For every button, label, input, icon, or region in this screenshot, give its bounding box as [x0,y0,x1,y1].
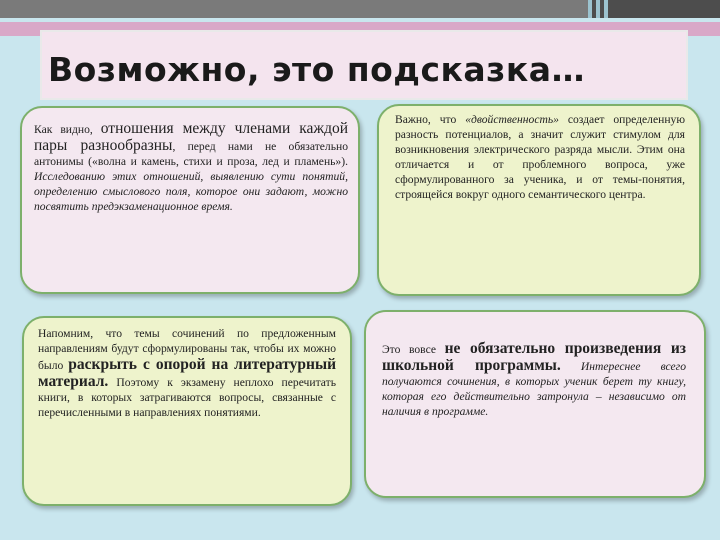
text-emphasis: не обязательно произведения из школьной программы. [382,340,686,374]
card-duality [377,104,701,296]
card-reminder [22,316,352,506]
text-italic: Интереснее всего получаются сочинения, в которых ученик берет ту книгу, которая его действительно затронула – независимо от наличия в программе. [382,360,686,418]
card-text [395,112,685,202]
text-intro: Напомним, что темы сочинений по предложенным направлениям будут сформулированы так, чтобы их можно было [38,327,336,372]
text-intro: Это вовсе [382,343,445,356]
card-text [382,340,686,419]
text-intro: Как видно, [34,123,101,136]
card-pair-relations [20,106,360,294]
slide-title: Возможно, это подсказка… [48,50,586,89]
top-bar-tick [604,0,608,18]
text-body: Поэтому к экзамену неплохо перечитать книги, в которых затрагиваются вопросы, связанные с перечисленными в направлениях понятиями. [38,376,336,419]
text-intro: Важно, что [395,113,466,126]
text-body: создает определенную разность потенциалов, а значит служит стимулом для возникновения электрического разряда мысли. Этим она отличается и от проблемного вопроса, уже сформулированного за ученика, и от темы-понятия, строящейся вокруг одного семантического центра. [395,113,685,201]
card-text [34,120,348,214]
text-body: , перед нами не обязательно антонимы («волна и камень, стихи и проза, лед и пламень»). [34,140,349,168]
card-text [38,326,336,420]
top-bar-accent [590,0,720,18]
text-emphasis: «двойственность» [465,113,559,126]
text-italic: Исследованию этих отношений, выявлению сути понятий, определению смыслового поля, которое они задают, можно посвятить предэкзаменационное время. [34,170,348,213]
card-not-school [364,310,706,498]
text-emphasis: отношения между членами каждой пары разнообразны [34,120,349,154]
top-bar-tick [588,0,592,18]
text-emphasis: раскрыть с опорой на литературный материал. [38,356,337,390]
top-bar-tick [596,0,600,18]
